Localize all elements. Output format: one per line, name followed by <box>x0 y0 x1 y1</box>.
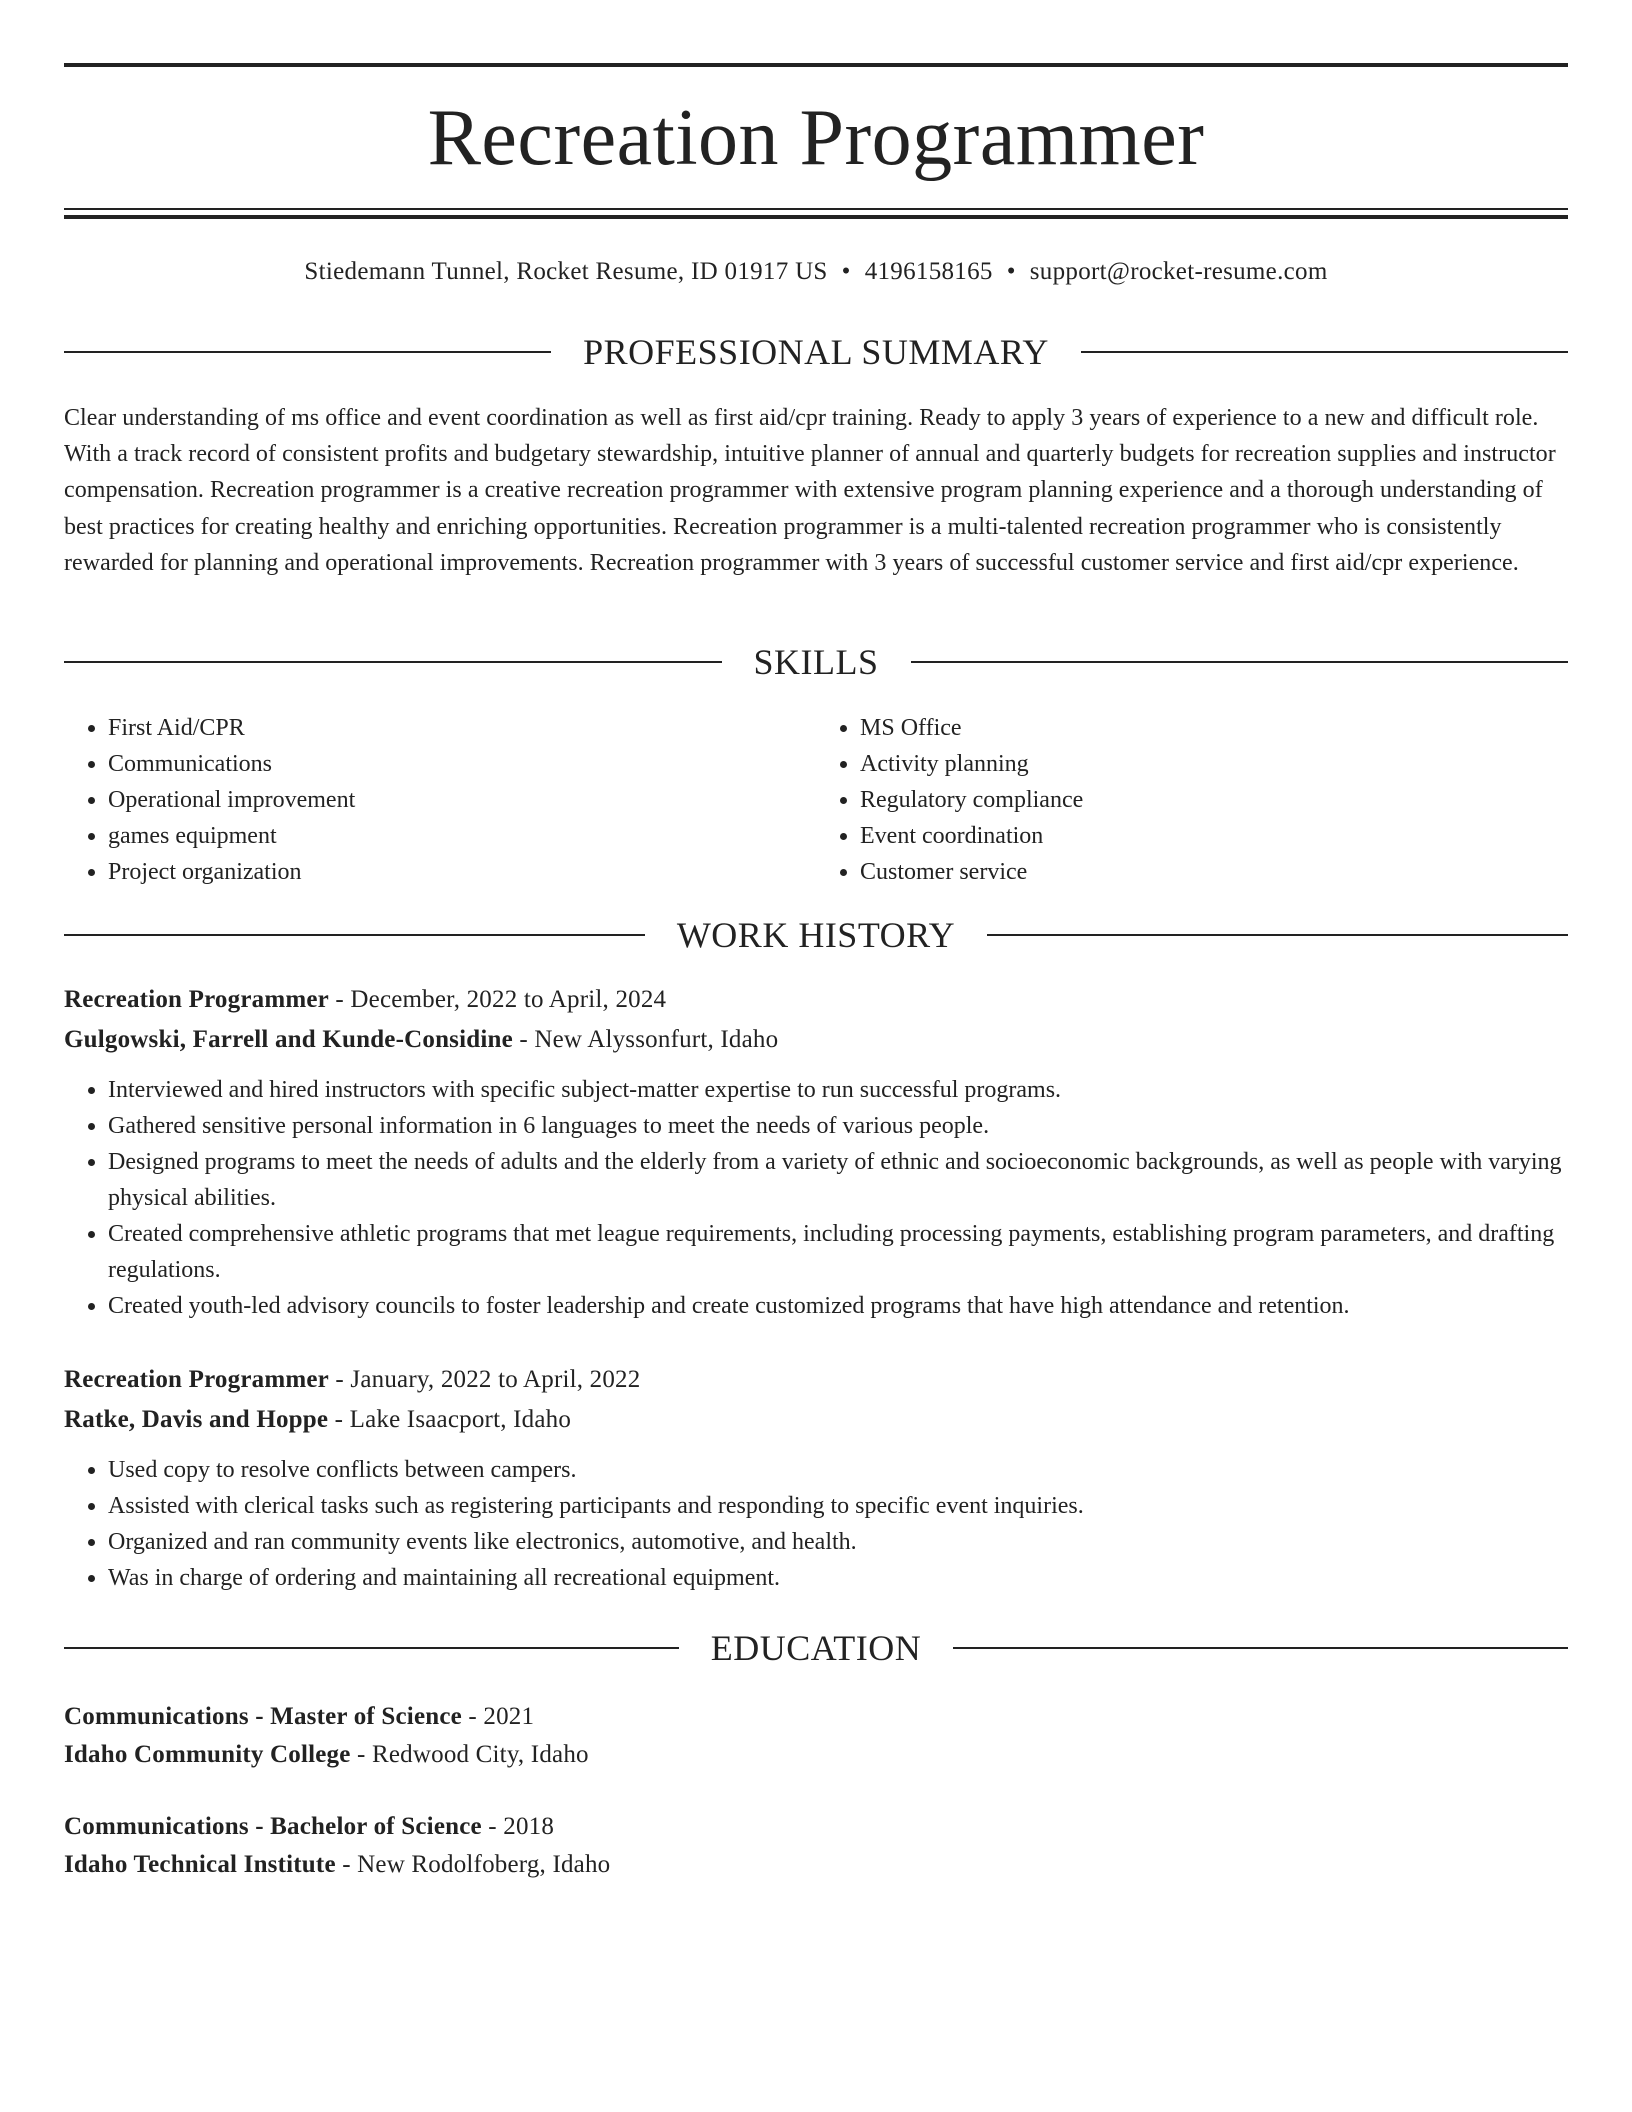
skills-column-left <box>64 710 816 890</box>
job-entry <box>64 1360 1568 1596</box>
job-bullet: • Interviewed and hired instructors with specific subject-matter expertise to run successful programs. <box>108 1072 1568 1108</box>
education-degree: Communications - Master of Science <box>64 1703 462 1730</box>
summary-heading-text: PROFESSIONAL SUMMARY <box>583 332 1049 372</box>
skill-item: • Communications <box>108 746 816 782</box>
heading-rule <box>64 661 722 663</box>
heading-rule <box>987 934 1568 936</box>
resume-title: Recreation Programmer <box>427 94 1205 182</box>
skills-heading-text: SKILLS <box>753 642 879 682</box>
job-dates: - December, 2022 to April, 2024 <box>328 986 667 1013</box>
education-degree: Communications - Bachelor of Science <box>64 1813 482 1840</box>
title-double-rule <box>64 208 1568 219</box>
contact-line <box>64 254 1568 290</box>
education-entry <box>64 1808 1568 1884</box>
education-heading <box>64 1626 1568 1670</box>
work-heading-text: WORK HISTORY <box>676 915 956 955</box>
heading-rule <box>64 1647 679 1649</box>
job-bullet: • Created youth-led advisory councils to foster leadership and create customized programs that have high attendance and retention. <box>108 1288 1568 1324</box>
education-degree-line <box>64 1698 1568 1736</box>
education-entry <box>64 1698 1568 1774</box>
education-location: - New Rodolfoberg, Idaho <box>335 1851 611 1878</box>
education-school-line <box>64 1846 1568 1884</box>
job-company: Gulgowski, Farrell and Kunde-Considine <box>64 1026 513 1053</box>
job-bullet: • Assisted with clerical tasks such as registering participants and responding to specific event inquiries. <box>108 1488 1568 1524</box>
education-school-line <box>64 1736 1568 1774</box>
job-title: Recreation Programmer <box>64 1366 329 1393</box>
skills-heading <box>64 640 1568 684</box>
skill-item: • MS Office <box>860 710 1568 746</box>
skill-item: • Project organization <box>108 854 816 890</box>
skills-list <box>64 710 1568 890</box>
skill-item: • Activity planning <box>860 746 1568 782</box>
work-heading <box>64 913 1568 957</box>
summary-heading <box>64 330 1568 374</box>
job-bullet: • Was in charge of ordering and maintaining all recreational equipment. <box>108 1560 1568 1596</box>
education-year: - 2018 <box>481 1813 555 1840</box>
contact-phone: 4196158165 <box>864 258 993 285</box>
job-location: - New Alyssonfurt, Idaho <box>512 1026 779 1053</box>
education-degree-line <box>64 1808 1568 1846</box>
heading-rule <box>953 1647 1568 1649</box>
job-location: - Lake Isaacport, Idaho <box>328 1406 572 1433</box>
heading-rule <box>64 934 645 936</box>
top-rule <box>64 63 1568 67</box>
job-title-line <box>64 1360 1568 1400</box>
contact-email: support@rocket-resume.com <box>1029 258 1328 285</box>
skill-item: • Operational improvement <box>108 782 816 818</box>
skill-item: • games equipment <box>108 818 816 854</box>
skill-item: • First Aid/CPR <box>108 710 816 746</box>
job-bullet: • Created comprehensive athletic programs that met league requirements, including processing payments, establishing program parameters, and drafting regulations. <box>108 1216 1568 1288</box>
job-bullets <box>64 1072 1568 1324</box>
contact-address: Stiedemann Tunnel, Rocket Resume, ID 01917 US <box>304 258 828 285</box>
education-school: Idaho Technical Institute <box>64 1851 336 1878</box>
skill-item: • Regulatory compliance <box>860 782 1568 818</box>
education-location: - Redwood City, Idaho <box>350 1741 589 1768</box>
skill-item: • Customer service <box>860 854 1568 890</box>
job-bullets <box>64 1452 1568 1596</box>
job-title: Recreation Programmer <box>64 986 329 1013</box>
skills-column-right <box>816 710 1568 890</box>
job-bullet: • Gathered sensitive personal information in 6 languages to meet the needs of various people. <box>108 1108 1568 1144</box>
heading-rule <box>64 351 551 353</box>
job-dates: - January, 2022 to April, 2022 <box>328 1366 641 1393</box>
job-company-line <box>64 1020 1568 1060</box>
job-company-line <box>64 1400 1568 1440</box>
job-title-line <box>64 980 1568 1020</box>
education-heading-text: EDUCATION <box>710 1628 922 1668</box>
job-entry <box>64 980 1568 1324</box>
job-bullet: • Designed programs to meet the needs of adults and the elderly from a variety of ethnic and socioeconomic backgrounds, as well as people with varying physical abilities. <box>108 1144 1568 1216</box>
job-bullet: • Used copy to resolve conflicts between campers. <box>108 1452 1568 1488</box>
heading-rule <box>1081 351 1568 353</box>
job-company: Ratke, Davis and Hoppe <box>64 1406 329 1433</box>
job-bullet: • Organized and ran community events like electronics, automotive, and health. <box>108 1524 1568 1560</box>
education-school: Idaho Community College <box>64 1741 351 1768</box>
summary-text: Clear understanding of ms office and event coordination as well as first aid/cpr training. Ready to apply 3 years of experience to a new and difficult role. With a track record of consistent profits and budgetary stewardship, intuitive planner of annual and quarterly budgets for recreation supplies and instructor compensation. Recreation programmer is a creative recreation programmer with extensive program planning experience and a thorough understanding of best practices for creating healthy and enriching opportunities. Recreation programmer is a multi-talented recreation programmer who is consistently rewarded for planning and operational improvements. Recreation programmer with 3 years of successful customer service and first aid/cpr experience. <box>64 405 1556 576</box>
contact-separator: • <box>1006 258 1016 285</box>
education-year: - 2021 <box>461 1703 535 1730</box>
heading-rule <box>911 661 1569 663</box>
contact-separator: • <box>841 258 851 285</box>
skill-item: • Event coordination <box>860 818 1568 854</box>
